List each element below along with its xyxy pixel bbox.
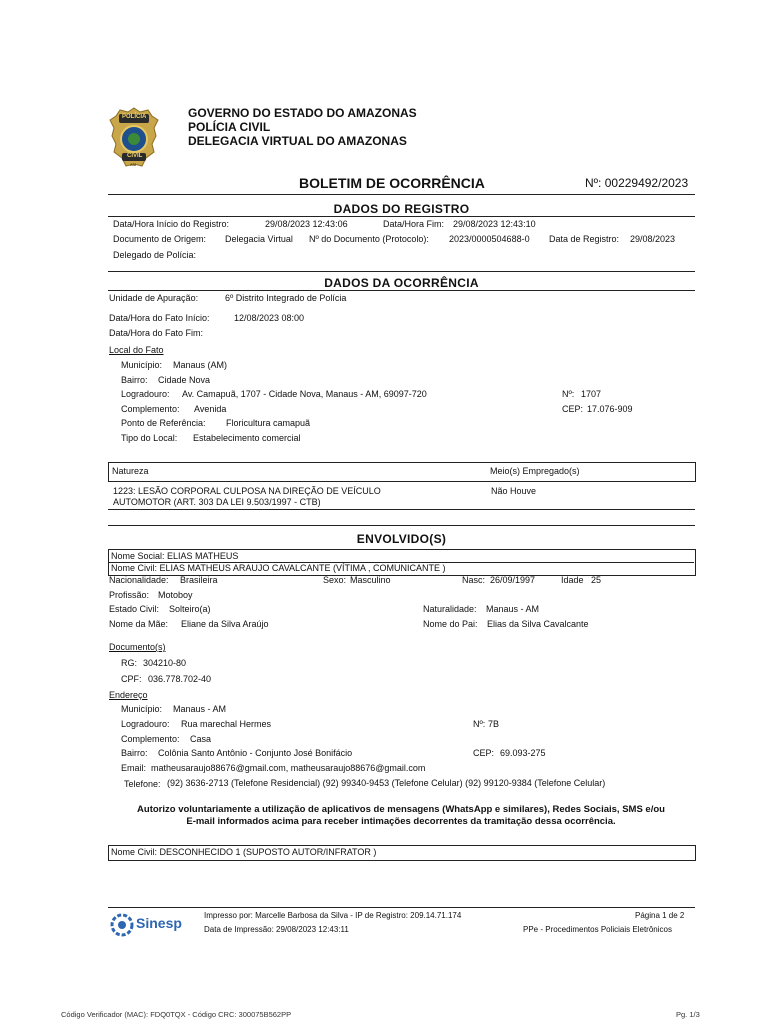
idade-label: Idade <box>561 575 584 585</box>
e-numero-value: 7B <box>488 719 500 729</box>
profissao-label: Profissão: <box>109 590 150 600</box>
estado-civil-value: Solteiro(a) <box>169 604 211 614</box>
autorizo-line-2: E-mail informados acima para receber intimações decorrentes da tramitação dessa ocorrência. <box>186 816 616 827</box>
tipo-local-value: Estabelecimento comercial <box>193 433 301 443</box>
unidade-label: Unidade de Apuração: <box>109 293 199 303</box>
logradouro-value: Av. Camapuã, 1707 - Cidade Nova, Manaus - AM, 69097-720 <box>182 389 427 399</box>
registro-origem-value: Delegacia Virtual <box>225 234 293 244</box>
nome-social: Nome Social: ELIAS MATHEUS <box>111 551 239 561</box>
e-complemento-value: Casa <box>190 734 212 744</box>
natureza-header-box <box>108 462 696 482</box>
logradouro-label: Logradouro: <box>121 389 170 399</box>
sinesp-logo-text: Sinesp <box>136 915 182 931</box>
email-value: matheusaraujo88676@gmail.com, matheusaraujo88676@gmail.com <box>151 763 426 773</box>
sexo-label: Sexo: <box>323 575 347 585</box>
profissao-value: Motoboy <box>158 590 193 600</box>
header-line-2: POLÍCIA CIVIL <box>188 120 271 134</box>
naturalidade-label: Naturalidade: <box>423 604 477 614</box>
e-numero-label: Nº: <box>473 719 486 729</box>
meios-header: Meio(s) Empregado(s) <box>490 466 580 476</box>
cpf-value: 036.778.702-40 <box>148 674 212 684</box>
section-title-ocorrencia: DADOS DA OCORRÊNCIA <box>324 276 479 290</box>
nacionalidade-label: Nacionalidade: <box>109 575 169 585</box>
e-logradouro-value: Rua marechal Hermes <box>181 719 272 729</box>
documentos-heading: Documento(s) <box>109 642 166 652</box>
referencia-label: Ponto de Referência: <box>121 418 206 428</box>
pai-value: Elias da Silva Cavalcante <box>487 619 589 629</box>
e-bairro-label: Bairro: <box>121 748 148 758</box>
numero-value: 1707 <box>581 389 602 399</box>
fato-inicio-value: 12/08/2023 08:00 <box>234 313 305 323</box>
telefone-label: Telefone: <box>124 779 161 789</box>
natureza-line-1: 1223: LESÃO CORPORAL CULPOSA NA DIREÇÃO DE VEÍCULO <box>113 486 381 496</box>
nome-civil: Nome Civil: ELIAS MATHEUS ARAUJO CAVALCANTE (VÍTIMA , COMUNICANTE ) <box>111 563 446 573</box>
sinesp-emblem-icon <box>110 913 134 937</box>
badge-top-text: POLÍCIA <box>122 114 147 120</box>
nasc-value: 26/09/1997 <box>490 575 536 585</box>
sinesp-logo <box>110 912 190 938</box>
registro-origem-label: Documento de Origem: <box>113 234 207 244</box>
cep-label: CEP: <box>562 404 584 414</box>
registro-inicio-label: Data/Hora Início do Registro: <box>113 219 230 229</box>
local-fato-heading: Local do Fato <box>109 345 164 355</box>
data-impressao: Data de Impressão: 29/08/2023 12:43:11 <box>204 925 349 934</box>
cpf-label: CPF: <box>121 674 142 684</box>
nacionalidade-value: Brasileira <box>180 575 218 585</box>
e-logradouro-label: Logradouro: <box>121 719 170 729</box>
autorizo-line-1: Autorizo voluntariamente a utilização de aplicativos de mensagens (WhatsApp e similares), Redes Sociais, SMS e/ou <box>137 804 665 815</box>
unidade-value: 6º Distrito Integrado de Polícia <box>225 293 347 303</box>
sistema: PPe - Procedimentos Policiais Eletrônicos <box>523 925 672 934</box>
e-complemento-label: Complemento: <box>121 734 180 744</box>
fato-fim-label: Data/Hora do Fato Fim: <box>109 328 204 338</box>
estado-civil-label: Estado Civil: <box>109 604 160 614</box>
natureza-line-2: AUTOMOTOR (ART. 303 DA LEI 9.503/1997 - CTB) <box>113 497 321 507</box>
registro-data-label: Data de Registro: <box>549 234 620 244</box>
municipio-label: Município: <box>121 360 163 370</box>
registro-delegado-label: Delegado de Polícia: <box>113 250 197 260</box>
header-line-3: DELEGACIA VIRTUAL DO AMAZONAS <box>188 134 407 148</box>
email-label: Email: <box>121 763 147 773</box>
pai-label: Nome do Pai: <box>423 619 478 629</box>
rg-label: RG: <box>121 658 138 668</box>
cep-value: 17.076-909 <box>587 404 633 414</box>
endereco-heading: Endereço <box>109 690 148 700</box>
registro-protocolo-label: Nº do Documento (Protocolo): <box>309 234 429 244</box>
mae-label: Nome da Mãe: <box>109 619 169 629</box>
pagina: Página 1 de 2 <box>635 911 685 920</box>
page-counter: Pg. 1/3 <box>676 1010 700 1019</box>
divider <box>108 271 695 272</box>
section-title-envolvidos: ENVOLVIDO(S) <box>356 532 447 546</box>
mae-value: Eliane da Silva Araújo <box>181 619 269 629</box>
impresso-por: Impresso por: Marcelle Barbosa da Silva - IP de Registro: 209.14.71.174 <box>204 911 462 920</box>
idade-value: 25 <box>591 575 602 585</box>
bairro-label: Bairro: <box>121 375 148 385</box>
badge-bottom-text: CIVIL <box>127 153 143 159</box>
complemento-label: Complemento: <box>121 404 180 414</box>
document-number: Nº: 00229492/2023 <box>585 176 689 190</box>
rg-value: 304210-80 <box>143 658 187 668</box>
badge-small-text: AM <box>130 162 137 167</box>
codigo-verificador: Código Verificador (MAC): FDQ0TQX - Código CRC: 300075B562PP <box>61 1010 292 1019</box>
header-line-1: GOVERNO DO ESTADO DO AMAZONAS <box>188 106 417 120</box>
tipo-local-label: Tipo do Local: <box>121 433 178 443</box>
natureza-header: Natureza <box>112 466 149 476</box>
section-title-registro: DADOS DO REGISTRO <box>333 202 470 216</box>
referencia-value: Floricultura camapuã <box>226 418 311 428</box>
nasc-label: Nasc: <box>462 575 486 585</box>
e-cep-value: 69.093-275 <box>500 748 546 758</box>
divider <box>108 509 695 510</box>
registro-fim-value: 29/08/2023 12:43:10 <box>453 219 536 229</box>
e-bairro-value: Colônia Santo Antônio - Conjunto José Bonifácio <box>158 748 353 758</box>
document-title: BOLETIM DE OCORRÊNCIA <box>299 175 485 191</box>
registro-protocolo-value: 2023/0000504688-0 <box>449 234 530 244</box>
registro-data-value: 29/08/2023 <box>630 234 676 244</box>
municipio-value: Manaus (AM) <box>173 360 228 370</box>
registro-fim-label: Data/Hora Fim: <box>383 219 445 229</box>
e-municipio-value: Manaus - AM <box>173 704 227 714</box>
police-badge-logo <box>108 106 160 170</box>
numero-label: Nº: <box>562 389 575 399</box>
divider <box>108 194 695 195</box>
fato-inicio-label: Data/Hora do Fato Início: <box>109 313 210 323</box>
divider <box>108 290 695 291</box>
autor-nome-civil: Nome Civil: DESCONHECIDO 1 (SUPOSTO AUTOR/INFRATOR ) <box>111 847 377 857</box>
bairro-value: Cidade Nova <box>158 375 211 385</box>
complemento-value: Avenida <box>194 404 227 414</box>
meios-value: Não Houve <box>491 486 537 496</box>
divider <box>108 907 695 908</box>
telefone-value: (92) 3636-2713 (Telefone Residencial) (92) 99340-9453 (Telefone Celular) (92) 99120-9384 (Telefone Celular) <box>167 778 606 788</box>
e-municipio-label: Município: <box>121 704 163 714</box>
registro-inicio-value: 29/08/2023 12:43:06 <box>265 219 348 229</box>
divider <box>108 525 695 526</box>
divider <box>108 216 695 217</box>
sexo-value: Masculino <box>350 575 391 585</box>
naturalidade-value: Manaus - AM <box>486 604 540 614</box>
e-cep-label: CEP: <box>473 748 495 758</box>
